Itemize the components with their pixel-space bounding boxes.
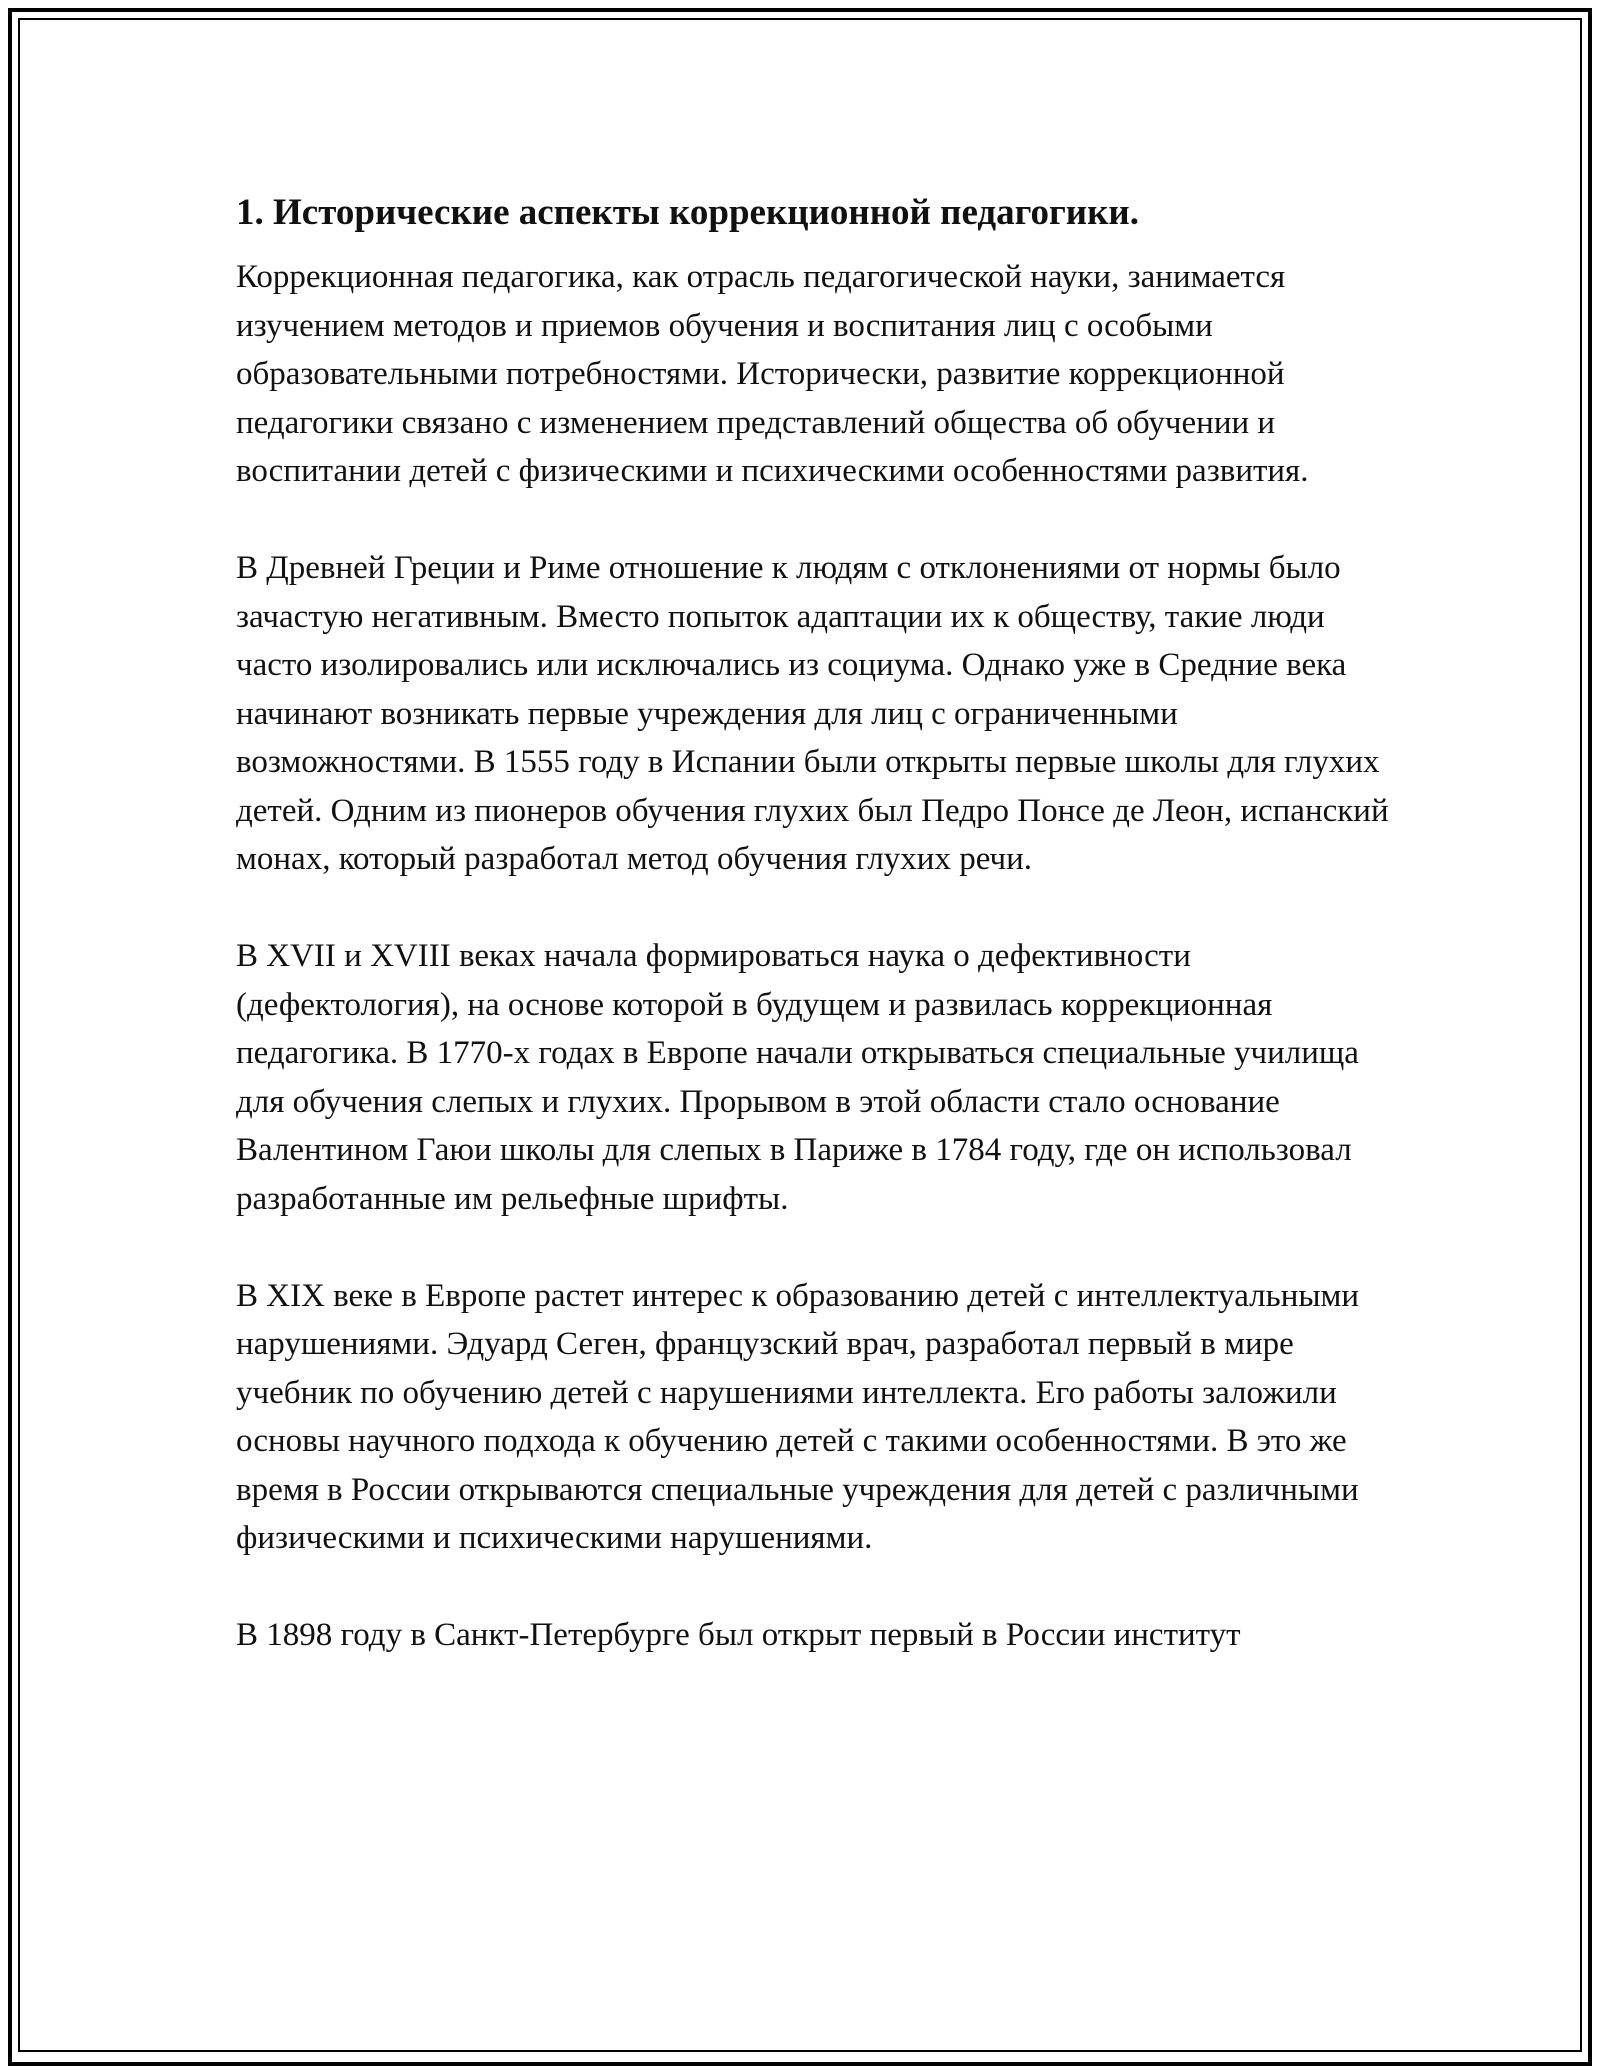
document-body <box>236 187 1406 1660</box>
paragraph-17-18-centuries: В XVII и XVIII веках начала формироваться наука о дефективности (дефектология), на основе которой в будущем и развилась коррекционная педагогика. В 1770-х годах в Европе начали открываться специальные училища для обучения слепых и глухих. Прорывом в этой области стало основание Валентином Гаюи школы для слепых в Париже в 1784 году, где он использовал разработанные им рельефные шрифты. <box>236 938 1359 1217</box>
section-heading: 1. Исторические аспекты коррекционной педагогики. <box>236 192 1139 233</box>
paragraph-intro: Коррекционная педагогика, как отрасль педагогической науки, занимается изучением методов и приемов обучения и воспитания лиц с особыми образовательными потребностями. Исторически, развитие коррекционной педагогики связано с изменением представлений общества об обучении и воспитании детей с физическими и психическими особенностями развития. <box>236 259 1309 489</box>
paragraph-19-century: В XIX веке в Европе растет интерес к образованию детей с интеллектуальными нарушениями. Эдуард Сеген, французский врач, разработал первый в мире учебник по обучению детей с нарушениями интеллекта. Его работы заложили основы научного подхода к обучению детей с такими особенностями. В это же время в России открываются специальные учреждения для детей с различными физическими и психическими нарушениями. <box>236 1277 1360 1556</box>
paragraph-ancient-medieval: В Древней Греции и Риме отношение к людям с отклонениями от нормы было зачастую негативным. Вместо попыток адаптации их к обществу, такие люди часто изолировались или исключались из социума. Однако уже в Средние века начинают возникать первые учреждения для лиц с ограниченными возможностями. В 1555 году в Испании были открыты первые школы для глухих детей. Одним из пионеров обучения глухих был Педро Понсе де Леон, испанский монах, который разработал метод обучения глухих речи. <box>236 550 1389 877</box>
paragraph-1898: В 1898 году в Санкт-Петербурге был открыт первый в России институт <box>236 1617 1241 1653</box>
